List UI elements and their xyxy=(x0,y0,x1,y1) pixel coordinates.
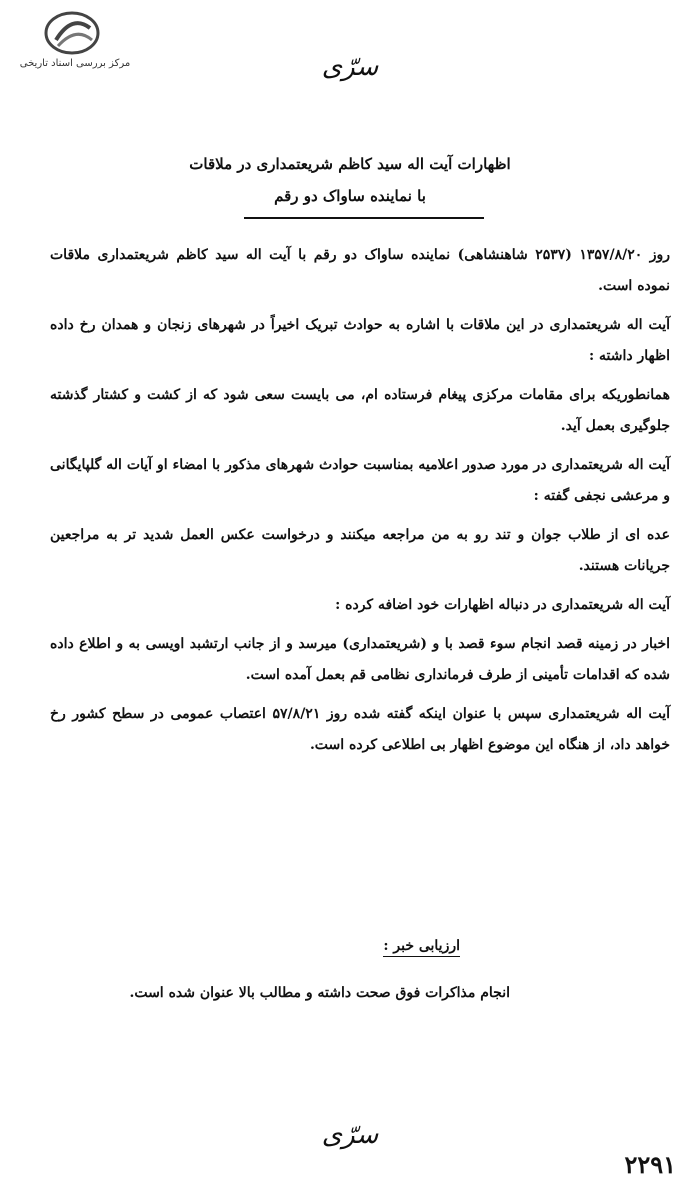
archive-logo-icon xyxy=(42,10,102,56)
title-line-1: اظهارات آیت اله سید کاظم شریعتمداری در ملاقات xyxy=(189,155,511,173)
paragraph: اخبار در زمینه قصد انجام سوء قصد با و (شریعتمداری) میرسد و از جانب ارتشبد اویسی به و اطلاع داده شده که اقدامات تأمینی از طرف فرمانداری نظامی قم بعمل آمده است. xyxy=(50,636,670,683)
paragraph: روز ۱۳۵۷/۸/۲۰ (۲۵۳۷ شاهنشاهی) نماینده ساواک دو رقم با آیت اله سید کاظم شریعتمداری ملاقات نموده است. xyxy=(50,247,671,294)
summary-label: ارزیابی خبر : xyxy=(383,938,460,957)
paragraph: آیت اله شریعتمداری در این ملاقات با اشاره به حوادث تبریک اخیراً در شهرهای زنجان و همدان رخ داده اظهار داشته : xyxy=(50,317,670,364)
paragraph: آیت اله شریعتمداری سپس با عنوان اینکه گفته شده روز ۵۷/۸/۲۱ اعتصاب عمومی در سطح کشور رخ خواهد داد، از هنگاه این موضوع اظهار بی اطلاعی کرده است. xyxy=(50,706,670,753)
summary-text: انجام مذاکرات فوق صحت داشته و مطالب بالا عنوان شده است. xyxy=(129,985,510,1001)
page-number: ۲۲۹۱ xyxy=(624,1150,676,1179)
paragraph: آیت اله شریعتمداری در مورد صدور اعلامیه بمناسبت حوادث شهرهای مذکور با امضاء او آیات اله گلپایگانی و مرعشی نجفی گفته : xyxy=(50,457,670,504)
document-title xyxy=(120,148,580,212)
document-body xyxy=(50,240,670,769)
paragraph: عده ای از طلاب جوان و تند رو به من مراجعه میکنند و درخواست عکس العمل شدید تر به مراجعین جریانات هستند. xyxy=(50,527,670,574)
classification-bottom: سرّی xyxy=(321,1120,379,1150)
paragraph: آیت اله شریعتمداری در دنباله اظهارات خود اضافه کرده : xyxy=(335,597,670,613)
classification-top: سرّی xyxy=(321,52,379,82)
archive-logo-text: مرکز بررسی اسناد تاریخی xyxy=(19,58,131,69)
paragraph: همانطوریکه برای مقامات مرکزی پیغام فرستاده ام، می بایست سعی شود که از کشت و کشتار گذشته جلوگیری بعمل آید. xyxy=(50,387,670,434)
title-line-2: با نماینده ساواک دو رقم xyxy=(274,187,426,205)
title-underline xyxy=(244,217,484,219)
